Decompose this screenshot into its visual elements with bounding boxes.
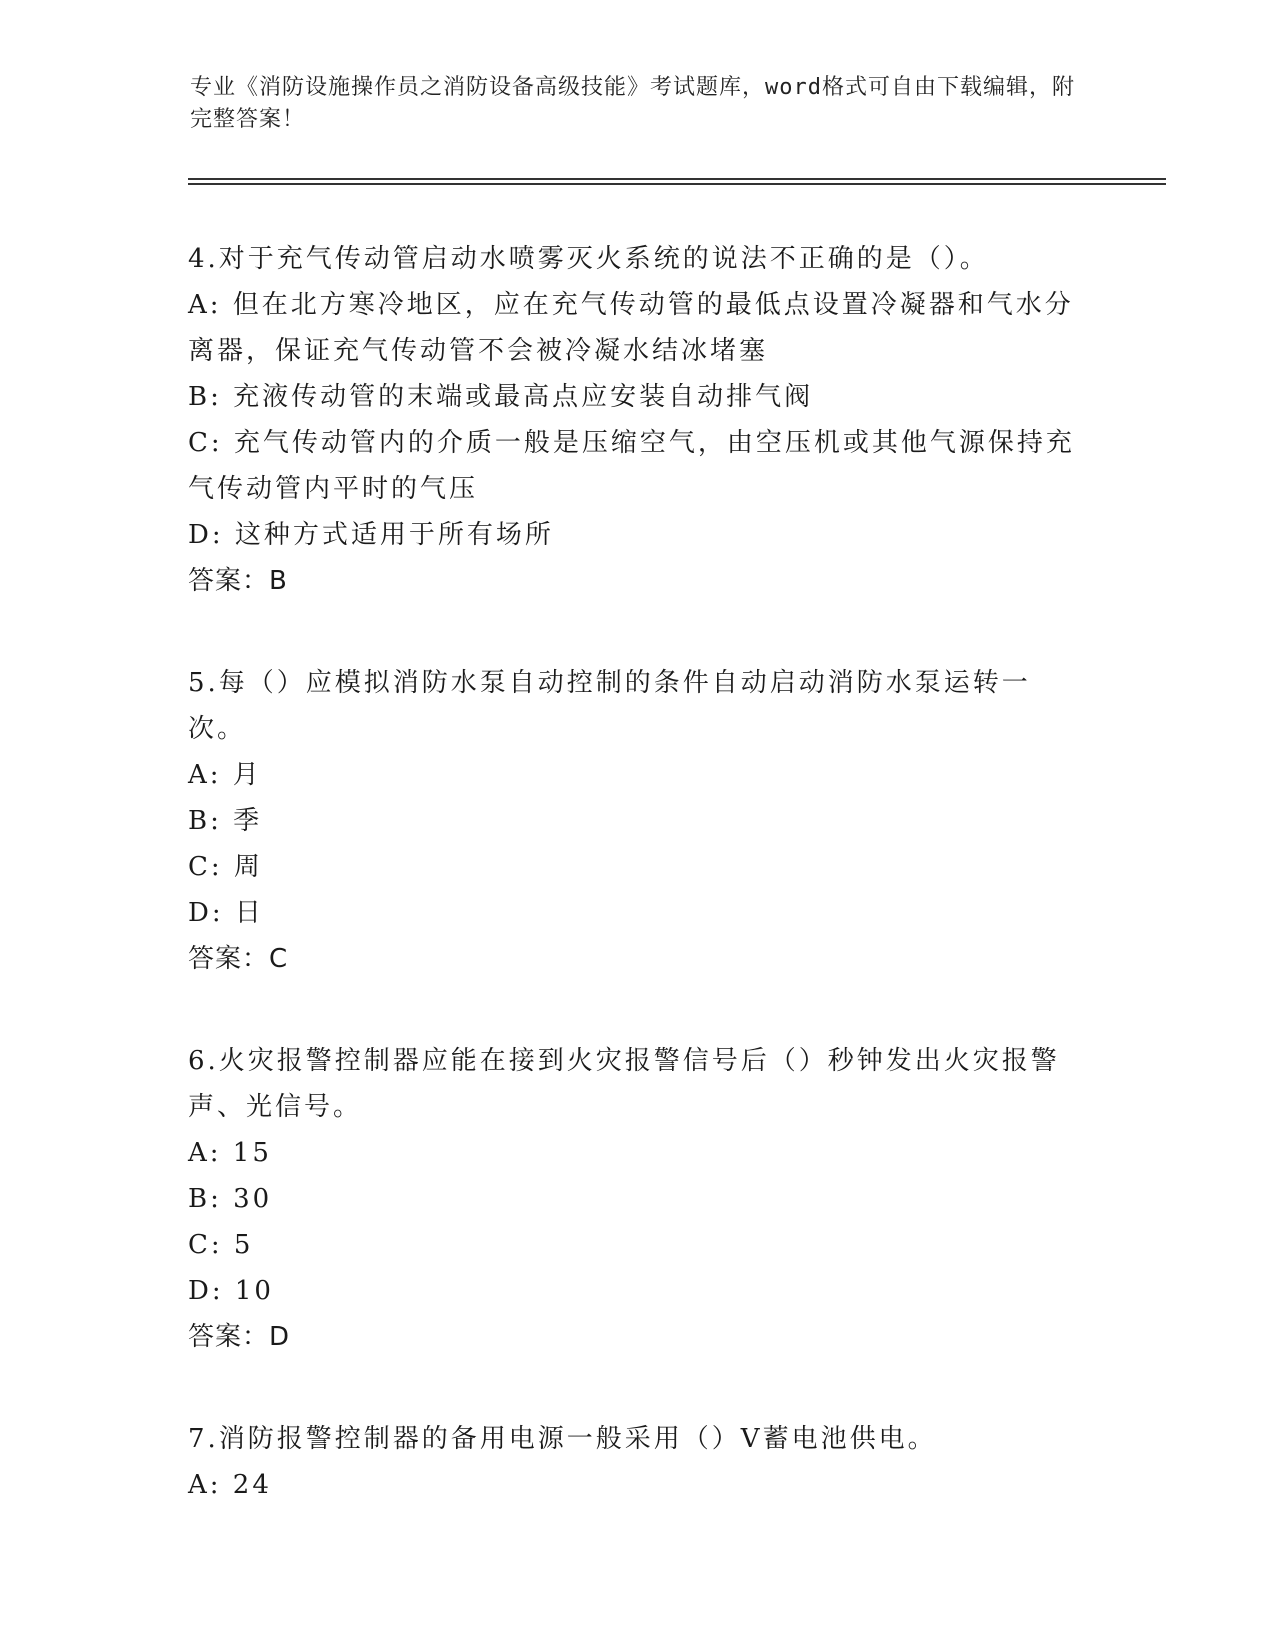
question-7 [188, 1416, 1088, 1508]
option-c: C: 5 [188, 1230, 254, 1260]
question-list [188, 236, 1088, 1564]
header-divider-top [188, 178, 1166, 180]
option-b: B: 充液传动管的末端或最高点应安装自动排气阀 [188, 382, 814, 412]
option-c: C: 充气传动管内的介质一般是压缩空气，由空压机或其他气源保持充气传动管内平时的气压 [188, 428, 1075, 504]
question-stem: 6.火灾报警控制器应能在接到火灾报警信号后（）秒钟发出火灾报警声、光信号。 [188, 1046, 1060, 1122]
option-c: C: 周 [188, 852, 263, 882]
answer-line: 答案：D [188, 1322, 291, 1352]
option-a: A: 15 [188, 1138, 272, 1168]
question-4 [188, 236, 1088, 604]
option-d: D: 10 [188, 1276, 274, 1306]
answer-line: 答案：C [188, 944, 289, 974]
question-5 [188, 660, 1088, 982]
option-a: A: 月 [188, 760, 262, 790]
option-b: B: 30 [188, 1184, 273, 1214]
option-b: B: 季 [188, 806, 263, 836]
document-header: 专业《消防设施操作员之消防设备高级技能》考试题库，word格式可自由下载编辑，附完整答案！ [190, 75, 1075, 132]
option-a: A: 但在北方寒冷地区，应在充气传动管的最低点设置冷凝器和气水分离器，保证充气传动管不会被冷凝水结冰堵塞 [188, 290, 1074, 366]
option-d: D: 这种方式适用于所有场所 [188, 520, 554, 550]
question-stem: 7.消防报警控制器的备用电源一般采用（）V蓄电池供电。 [188, 1424, 937, 1454]
option-d: D: 日 [188, 898, 264, 928]
question-6 [188, 1038, 1088, 1360]
question-stem: 4.对于充气传动管启动水喷雾灭火系统的说法不正确的是（）。 [188, 244, 989, 274]
header-divider-bottom [188, 183, 1166, 185]
option-a: A: 24 [188, 1470, 272, 1500]
answer-line: 答案：B [188, 566, 288, 596]
question-stem: 5.每（）应模拟消防水泵自动控制的条件自动启动消防水泵运转一次。 [188, 668, 1031, 744]
